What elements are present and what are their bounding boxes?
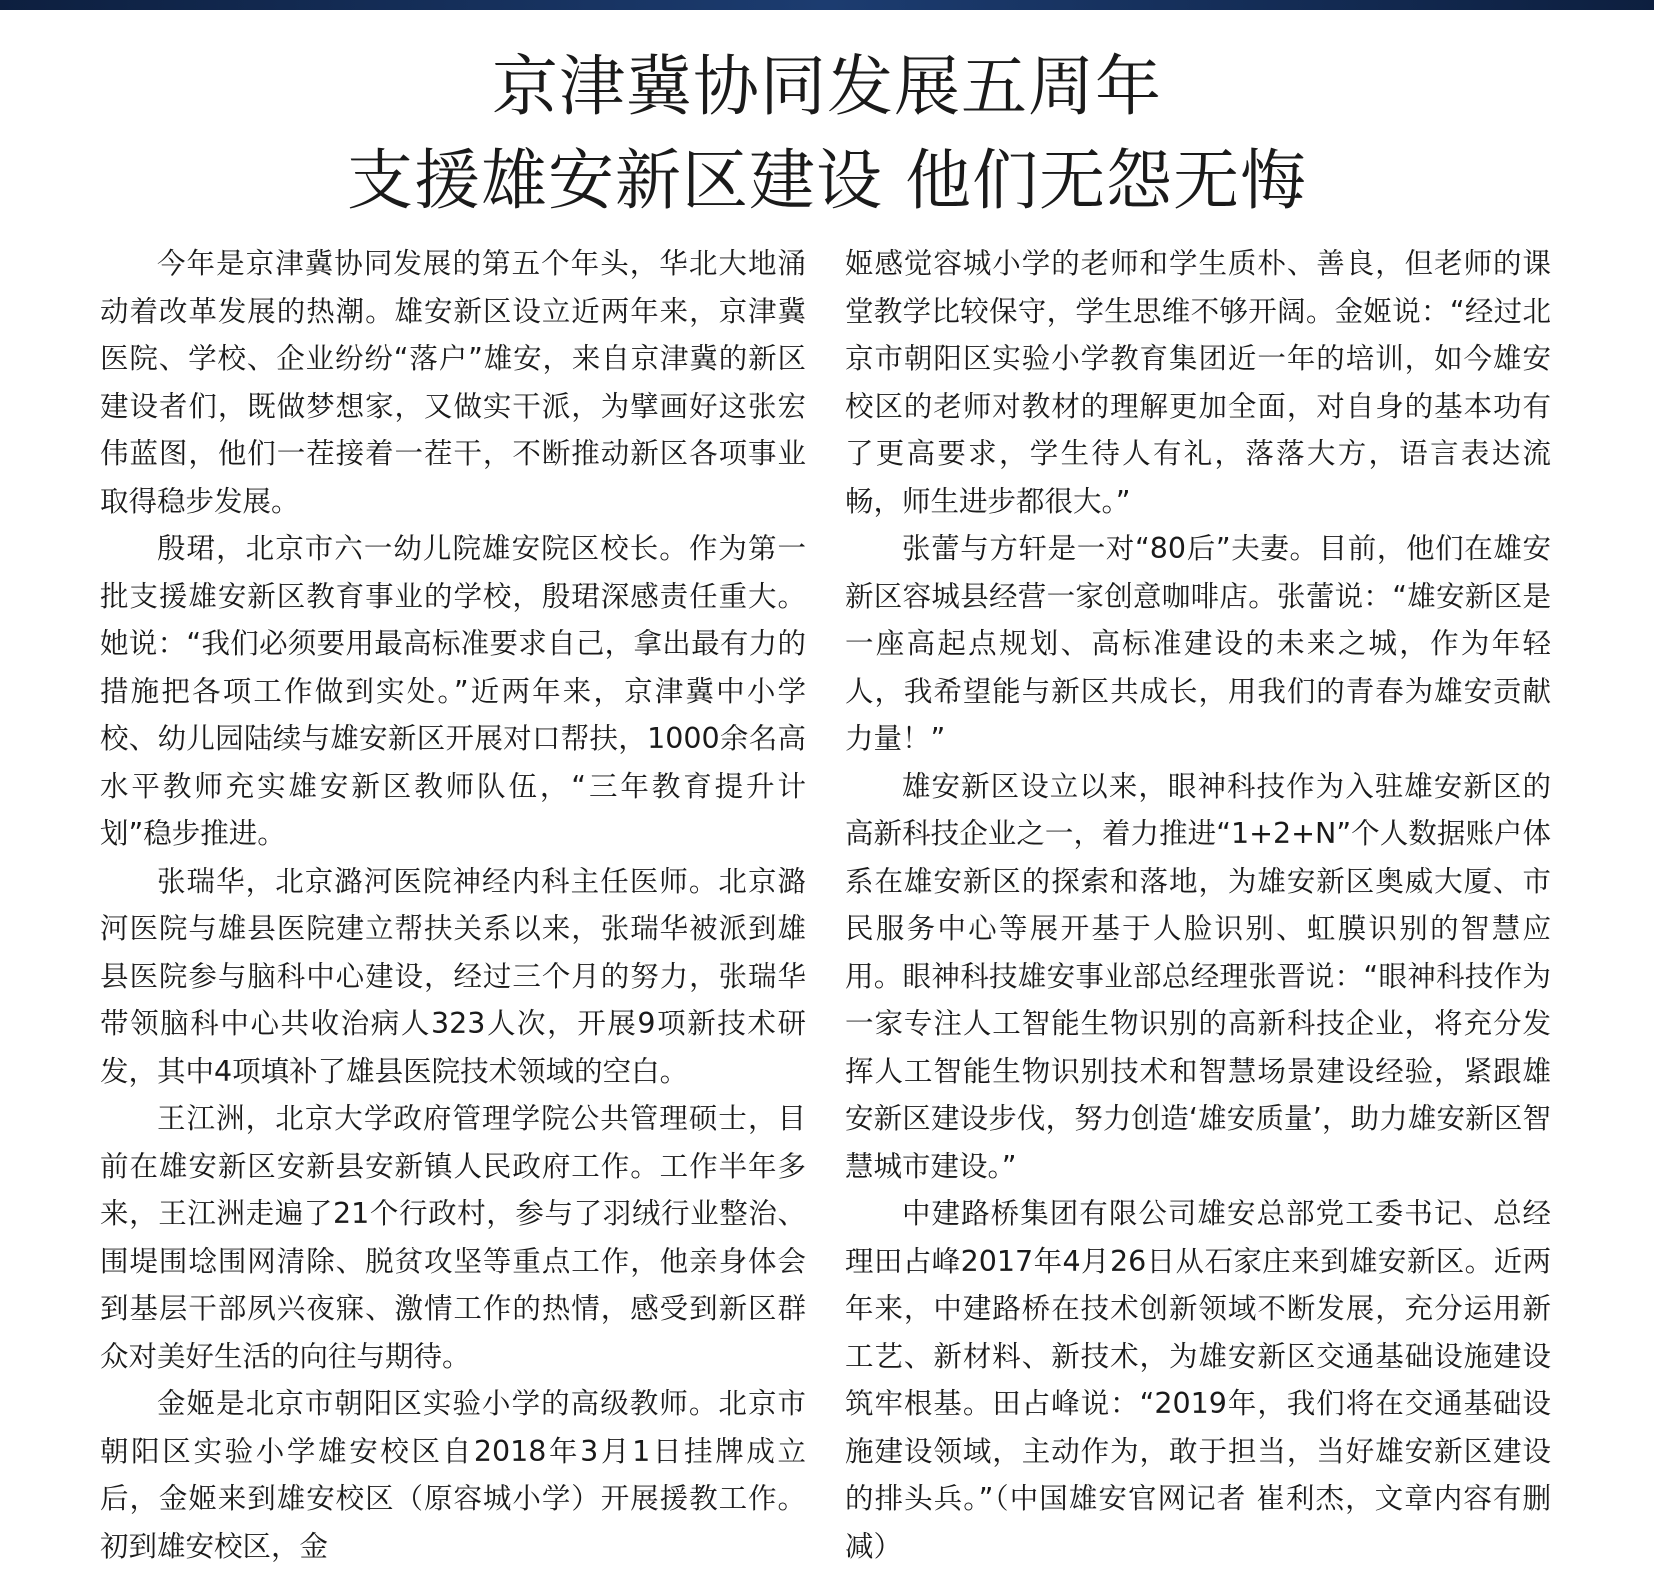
article-right-column — [845, 240, 1551, 1570]
paragraph-zhang-lei: 张蕾与方轩是一对“80后”夫妻。目前，他们在雄安新区容城县经营一家创意咖啡店。张蕾说：“雄安新区是一座高起点规划、高标准建设的未来之城，作为年轻人，我希望能与新区共成长，用我们的青春为雄安贡献力量！” — [845, 532, 1551, 755]
paragraph-eyecool-tech: 雄安新区设立以来，眼神科技作为入驻雄安新区的高新科技企业之一，着力推进“1+2+N”个人数据账户体系在雄安新区的探索和落地，为雄安新区奥威大厦、市民服务中心等展开基于人脸识别、虹膜识别的智慧应用。眼神科技雄安事业部总经理张晋说：“眼神科技作为一家专注人工智能生物识别的高新科技企业，将充分发挥人工智能生物识别技术和智慧场景建设经验，紧跟雄安新区建设步伐，努力创造‘雄安质量’，助力雄安新区智慧城市建设。” — [845, 769, 1551, 1183]
paragraph-jin-ji: 金姬是北京市朝阳区实验小学的高级教师。北京市朝阳区实验小学雄安校区自2018年3月1日挂牌成立后，金姬来到雄安校区（原容城小学）开展援教工作。初到雄安校区，金 — [100, 1387, 806, 1563]
paragraph-wang-jiangzhou: 王江洲，北京大学政府管理学院公共管理硕士，目前在雄安新区安新县安新镇人民政府工作。工作半年多来，王江洲走遍了21个行政村，参与了羽绒行业整治、围堤围埝围网清除、脱贫攻坚等重点工作，他亲身体会到基层干部夙兴夜寐、激情工作的热情，感受到新区群众对美好生活的向往与期待。 — [100, 1102, 806, 1373]
paragraph-yin-jun: 殷珺，北京市六一幼儿院雄安院区校长。作为第一批支援雄安新区教育事业的学校，殷珺深感责任重大。她说：“我们必须要用最高标准要求自己，拿出最有力的措施把各项工作做到实处。”近两年来，京津冀中小学校、幼儿园陆续与雄安新区开展对口帮扶，1000余名高水平教师充实雄安新区教师队伍，“三年教育提升计划”稳步推进。 — [100, 532, 806, 850]
paragraph-tian-zhanfeng: 中建路桥集团有限公司雄安总部党工委书记、总经理田占峰2017年4月26日从石家庄来到雄安新区。近两年来，中建路桥在技术创新领域不断发展，充分运用新工艺、新材料、新技术，为雄安新区交通基础设施建设筑牢根基。田占峰说：“2019年，我们将在交通基础设施建设领域，主动作为，敢于担当，当好雄安新区建设的排头兵。”（中国雄安官网记者 崔利杰，文章内容有删减） — [845, 1197, 1551, 1563]
paragraph-zhang-ruihua: 张瑞华，北京潞河医院神经内科主任医师。北京潞河医院与雄县医院建立帮扶关系以来，张瑞华被派到雄县医院参与脑科中心建设，经过三个月的努力，张瑞华带领脑科中心共收治病人323人次，开展9项新技术研发，其中4项填补了雄县医院技术领域的空白。 — [100, 864, 806, 1088]
article-left-column — [100, 240, 806, 1570]
headline-line-1: 京津冀协同发展五周年 — [492, 48, 1162, 125]
paragraph-jin-ji-continued: 姬感觉容城小学的老师和学生质朴、善良，但老师的课堂教学比较保守，学生思维不够开阔。金姬说：“经过北京市朝阳区实验小学教育集团近一年的培训，如今雄安校区的老师对教材的理解更加全面，对自身的基本功有了更高要求，学生待人有礼，落落大方，语言表达流畅，师生进步都很大。” — [845, 247, 1551, 518]
top-banner-bar — [0, 0, 1654, 10]
article-headline — [0, 40, 1654, 228]
paragraph-intro: 今年是京津冀协同发展的第五个年头，华北大地涌动着改革发展的热潮。雄安新区设立近两年来，京津冀医院、学校、企业纷纷“落户”雄安，来自京津冀的新区建设者们，既做梦想家，又做实干派，为擘画好这张宏伟蓝图，他们一茬接着一茬干，不断推动新区各项事业取得稳步发展。 — [100, 247, 806, 518]
headline-line-2: 支援雄安新区建设 他们无怨无悔 — [347, 142, 1307, 219]
